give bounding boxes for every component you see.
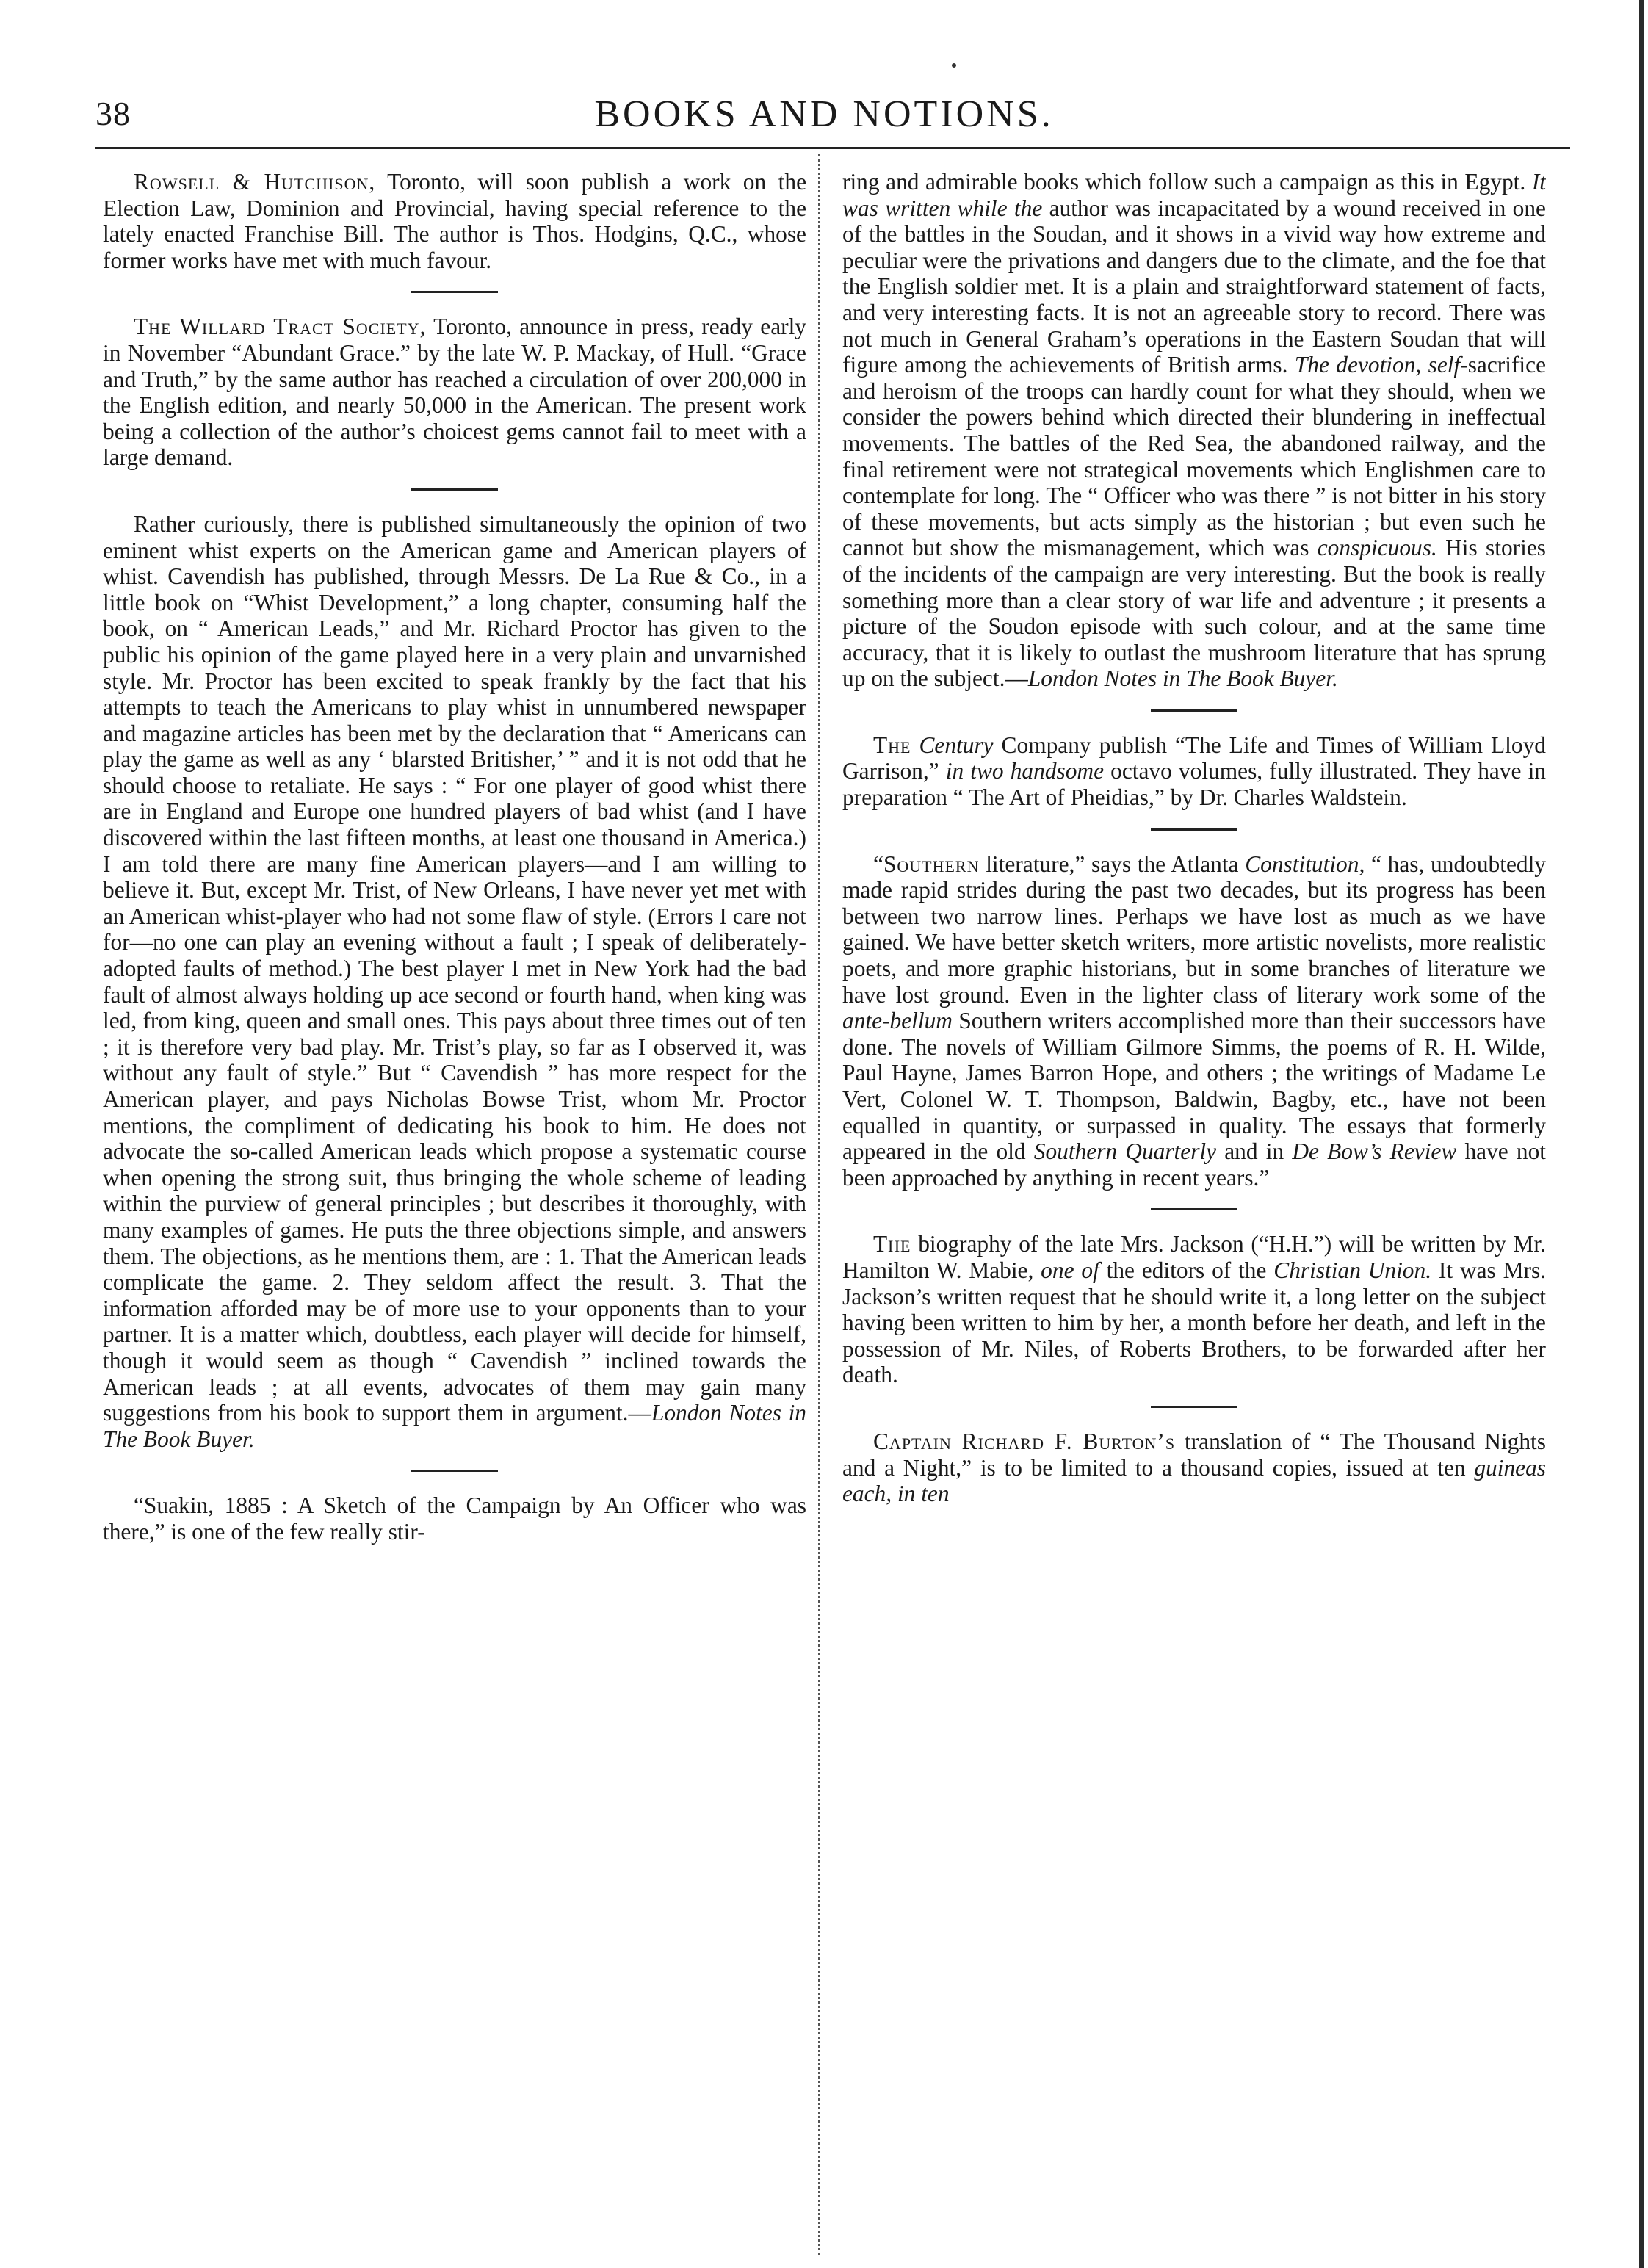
separator-rule (411, 488, 498, 491)
print-speck (952, 63, 956, 68)
article-burton-translation (842, 1429, 1546, 1507)
separator-rule (411, 291, 498, 293)
article-italic: conspicuous. (1317, 535, 1437, 561)
column-divider (818, 154, 820, 2255)
article-italic: one of (1041, 1257, 1099, 1283)
article-lead: The Willard Tract Society, (134, 314, 427, 340)
article-text: Toronto, will soon publish a work on the Election Law, Dominion and Provincial, having special reference to the lately enacted Franchise Bill. The author is Thos. Hodgins, Q.C., whose former works have met with much favour. (103, 169, 806, 273)
article-italic: Southern Quarterly (1033, 1138, 1217, 1165)
article-lead: Rowsell & Hutchison, (134, 169, 376, 195)
page-number: 38 (95, 95, 131, 132)
article-italic: guineas each, in ten (842, 1454, 1546, 1507)
article-suakin-start (103, 1492, 806, 1545)
article-text: octavo volumes, fully illustrated. They have in preparation “ The Art of Pheidias,” by Dr. Charles Waldstein. (842, 758, 1546, 811)
article-text: sacrifice and heroism of the troops can hardly count for what they should, when we consider the powers behind which directed their blundering in ineffectual movements. The battles of the Red Sea, the abandoned railway, and the final retirement were not strategical movements which Englishmen care to contemplate for long. The “ Officer who was there ” is not bitter in his story of these movements, but acts simply as the historian ; but even such he cannot but show the mismanagement, which was (842, 352, 1546, 561)
article-willard-tract (103, 314, 806, 471)
article-italic: It was written while the (842, 169, 1546, 221)
article-italic: Christian Union. (1273, 1257, 1432, 1283)
page-edge-rule (1639, 0, 1644, 2268)
article-century-company (842, 732, 1546, 811)
article-italic: Constitution, (1245, 850, 1365, 877)
article-text: Rather curiously, there is published simultaneously the opinion of two eminent whist experts on the American game and American players of whist. Cavendish has published, through Messrs. De La Rue & Co., in a little book on “Whist Development,” a long chapter, consuming half the book, on “ American Leads,” and Mr. Richard Proctor has given to the public his opinion of the game played here in a very plain and unvarnished style. Mr. Proctor has been excited to speak frankly by the fact that his attempts to teach the Americans to play whist in unnumbered newspaper and magazine articles has been met by the declaration that “ Americans can play the game as well as any ‘ blarsted Britisher,’ ” and it is not odd that he should choose to retaliate. He says : “ For one player of good whist there are in England and Europe one hundred players of bad whist (and I have discovered within the last fifteen months, at least one thousand in America.) I am told there are many fine American players—and I am willing to believe it. But, except Mr. Trist, of New Orleans, I have never yet met with an American whist-player who had not some flaw of style. (Errors I care not for—no one can play an evening without a fault ; I speak of deliberately-adopted faults of method.) The best player I met in New York had the bad fault of almost always holding up ace second or fourth hand, when king was led, from king, queen and small ones. This pays about three times out of ten ; it is therefore very bad play. Mr. Trist’s play, so far as I observed it, was without any fault of style.” But “ Cavendish ” has more respect for the American player, and pays Nicholas Bowse Trist, whom Mr. Proctor mentions, the compliment of dedicating his book to him. He does not advocate the so-called American leads which propose a systematic course when opening the strong suit, thus bringing the whole scheme of leading within the purview of general principles ; but describes it thoroughly, with many examples of games. He puts the three objections simple, and answers them. The objections, as he mentions them, are : 1. That the American leads complicate the game. 2. They seldom affect the result. 3. That the information afforded may be of more use to your opponents than to your partner. It is a matter which, doubtless, each player will decide for himself, though it would seem as though “ Cavendish ” inclined towards the American leads ; at all events, advocates of them may gain many suggestions from his book to support them in argument.— (103, 510, 806, 1426)
article-text: the editors of the (1099, 1257, 1274, 1283)
article-rowsell-hutchison (103, 169, 806, 273)
article-text: literature,” says the Atlanta (979, 850, 1246, 877)
separator-rule (1151, 709, 1237, 712)
article-text: “Suakin, 1885 : A Sketch of the Campaign by An Officer who was there,” is one of the few really stir- (103, 1492, 806, 1545)
article-southern-literature (842, 851, 1546, 1191)
article-source: London Notes in The Book Buyer. (103, 1400, 806, 1452)
article-source: London Notes in The Book Buyer. (1027, 665, 1338, 692)
article-italic: ante-bellum (842, 1008, 953, 1034)
article-italic: in two handsome (945, 758, 1105, 784)
article-text: ring and admirable books which follow such a campaign as this in Egypt. (842, 169, 1532, 195)
article-text: translation of “ The Thousand Nights and a Night,” is to be limited to a thousand copies, issued at ten (842, 1428, 1546, 1481)
article-suakin-continued (842, 169, 1546, 692)
article-jackson-biography (842, 1231, 1546, 1388)
left-column (103, 169, 806, 2255)
running-title: BOOKS AND NOTIONS. (594, 93, 1054, 135)
article-text: biography of the late Mrs. Jackson (“H.H.”) will be written by Mr. Hamilton W. Mabie, (842, 1231, 1546, 1283)
article-text: It was Mrs. Jackson’s written request that he should write it, a long letter on the subject having been written to him by her, a month before her death, and left in the possession of Mr. Niles, of Roberts Brothers, to be forwarded after her death. (842, 1257, 1546, 1388)
separator-rule (411, 1470, 498, 1472)
header-rule (95, 147, 1570, 149)
article-text: His stories of the incidents of the campaign are very interesting. But the book is really something more than a clear story of war life and adventure ; it presents a picture of the Soudon episode with such colour, and at the same time accuracy, that it is likely to outlast the mushroom literature that has sprung up on the subject.— (842, 535, 1546, 692)
article-text: Toronto, announce in press, ready early in November “Abundant Grace.” by the late W. P. Mackay, of Hull. “Grace and Truth,” by the same author has reached a circulation of over 200,000 in the English edition, and nearly 50,000 in the American. The present work being a collection of the author’s choicest gems cannot fail to meet with a large demand. (103, 314, 806, 471)
separator-rule (1151, 828, 1237, 831)
article-italic: De Bow’s Review (1292, 1138, 1457, 1165)
separator-rule (1151, 1406, 1237, 1408)
article-italic: The devotion, self- (1294, 352, 1468, 378)
article-text: “ has, undoubtedly made rapid strides during the past two decades, but its progress has been between two narrow lines. Perhaps we have lost as much as we have gained. We have better sketch writers, more artistic novelists, more realistic poets, and more graphic historians, but in some branches of literature we have lost ground. Even in the lighter class of literary work some of the (842, 850, 1546, 1008)
article-text: and in (1216, 1138, 1293, 1165)
article-text: have not been approached by anything in recent years.” (842, 1138, 1546, 1191)
article-text: Southern writers accomplished more than their successors have done. The novels of William Gilmore Simms, the poems of R. H. Wilde, Paul Hayne, James Barron Hope, and others ; the writings of Madame Le Vert, Colonel W. T. Thompson, Baldwin, Bagby, etc., have not been equalled in quantity, or surpassed in quality. The essays that formerly appeared in the old (842, 1008, 1546, 1165)
article-lead: Captain Richard F. Burton’s (873, 1428, 1176, 1454)
article-lead: The (873, 1231, 911, 1257)
article-lead: The (873, 732, 911, 758)
article-text: Company publish “The Life and Times of William Lloyd Garrison,” (842, 732, 1546, 784)
article-whist (103, 511, 806, 1452)
article-italic: Century (919, 732, 994, 758)
separator-rule (1151, 1208, 1237, 1210)
right-column (842, 169, 1546, 2255)
article-lead: Southern (883, 850, 980, 877)
article-text: author was incapacitated by a wound received in one of the battles in the Soudan, and it shows in a vivid way how extreme and peculiar were the privations and dangers due to the climate, and the foe that the English soldier met. It is a plain and straightforward statement of facts, and very interesting facts. It is not an agreeable story to record. There was not much in General Graham’s operations in the Eastern Soudan that will figure among the achievements of British arms. (842, 195, 1546, 378)
article-text: “ (873, 850, 883, 877)
